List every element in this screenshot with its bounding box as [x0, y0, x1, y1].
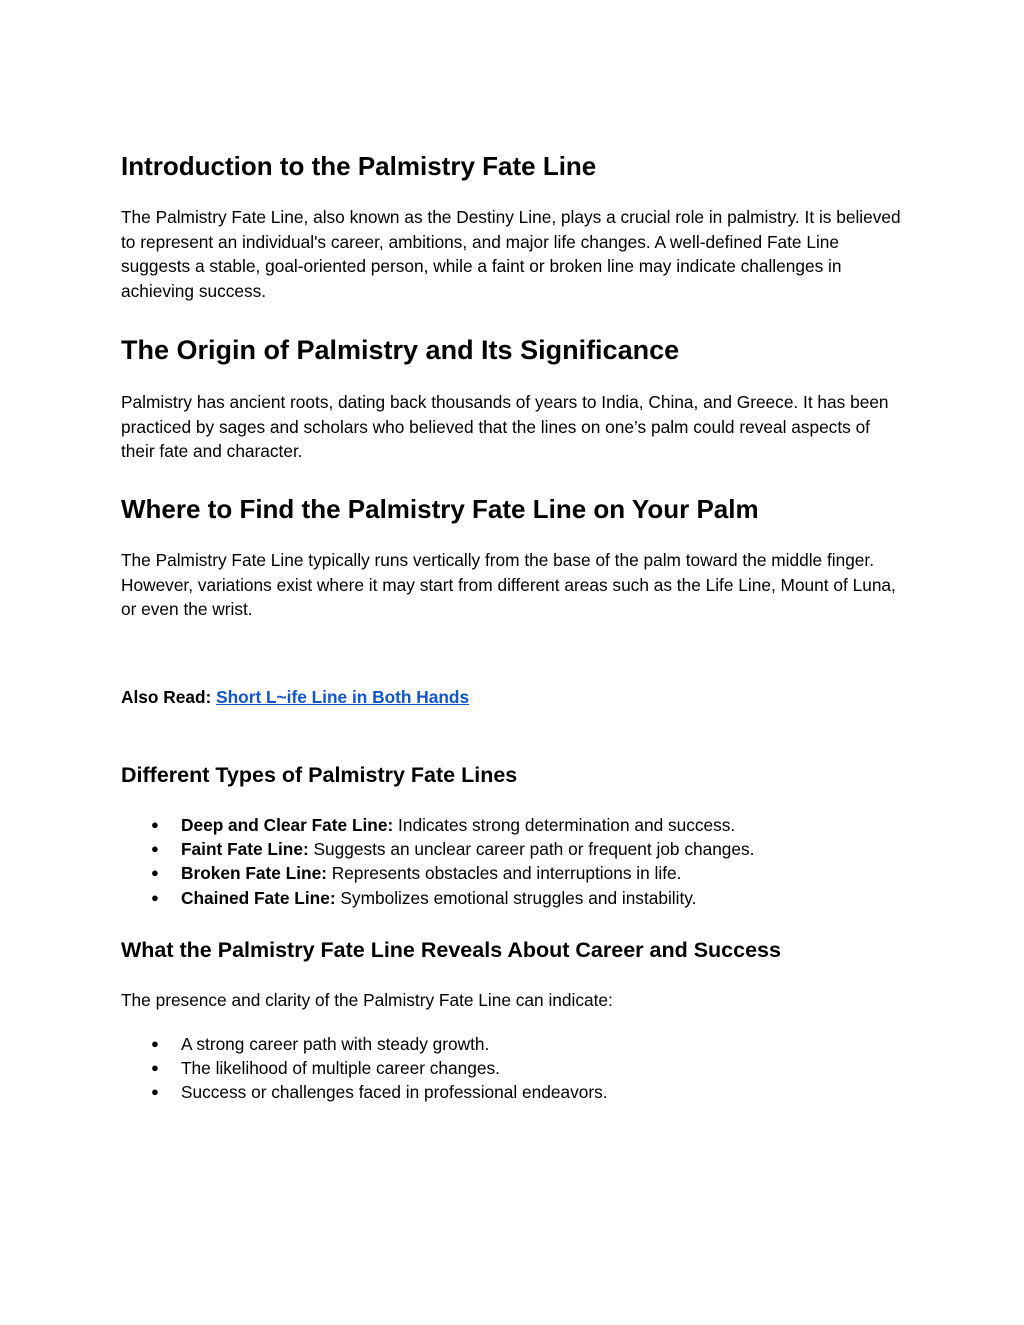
- list-item-text: Success or challenges faced in professional endeavors.: [181, 1082, 608, 1103]
- types-list: [121, 813, 754, 910]
- list-item-desc: Represents obstacles and interruptions in life.: [331, 863, 682, 884]
- list-item: [121, 813, 754, 837]
- also-read-label: Also Read:: [121, 687, 212, 707]
- list-item-text: A strong career path with steady growth.: [181, 1034, 490, 1054]
- heading-origin: The Origin of Palmistry and Its Significance: [121, 335, 680, 365]
- heading-intro: Introduction to the Palmistry Fate Line: [121, 151, 597, 181]
- list-item-desc: Suggests an unclear career path or frequent job changes.: [313, 839, 755, 860]
- list-item-desc: Indicates strong determination and success.: [398, 815, 736, 835]
- bullet-icon: ●: [151, 817, 159, 832]
- bullet-icon: ●: [151, 1036, 159, 1051]
- also-read-link[interactable]: Short L~ife Line in Both Hands: [216, 687, 470, 707]
- list-item-term: Deep and Clear Fate Line:: [181, 815, 394, 835]
- list-item-term: Broken Fate Line:: [181, 863, 327, 884]
- list-item: [121, 837, 754, 861]
- heading-where: Where to Find the Palmistry Fate Line on Your Palm: [121, 494, 759, 524]
- list-item-text: The likelihood of multiple career changes.: [181, 1058, 500, 1079]
- paragraph-intro: The Palmistry Fate Line, also known as the Destiny Line, plays a crucial role in palmistry. It is believed to represent an individual's career, ambitions, and major life changes. A well-defined Fate Line suggests a stable, goal-oriented person, while a faint or broken line may indicate challenges in achieving success.: [121, 207, 901, 301]
- heading-career: What the Palmistry Fate Line Reveals About Career and Success: [121, 938, 781, 962]
- bullet-icon: ●: [151, 889, 159, 905]
- also-read-line: [121, 687, 469, 708]
- list-item: [121, 886, 754, 910]
- list-item: [121, 861, 754, 885]
- paragraph-career-intro: The presence and clarity of the Palmistry Fate Line can indicate:: [121, 990, 613, 1010]
- bullet-icon: ●: [151, 1060, 159, 1076]
- career-list: [121, 1032, 608, 1105]
- bullet-icon: ●: [151, 1084, 159, 1100]
- list-item: [121, 1032, 608, 1056]
- paragraph-origin: Palmistry has ancient roots, dating back thousands of years to India, China, and Greece. It has been practiced by sages and scholars who believed that the lines on one’s palm could reveal aspects of their fate and character.: [121, 392, 889, 461]
- list-item-term: Chained Fate Line:: [181, 887, 336, 908]
- list-item-term: Faint Fate Line:: [181, 839, 309, 860]
- paragraph-where: The Palmistry Fate Line typically runs vertically from the base of the palm toward the middle finger. However, variations exist where it may start from different areas such as the Life Line, Mount of Luna, or even the wrist.: [121, 550, 896, 619]
- bullet-icon: ●: [151, 841, 159, 857]
- bullet-icon: ●: [151, 865, 159, 881]
- heading-types: Different Types of Palmistry Fate Lines: [121, 763, 518, 787]
- list-item-desc: Symbolizes emotional struggles and instability.: [340, 887, 697, 908]
- list-item: [121, 1056, 608, 1080]
- list-item: [121, 1080, 608, 1104]
